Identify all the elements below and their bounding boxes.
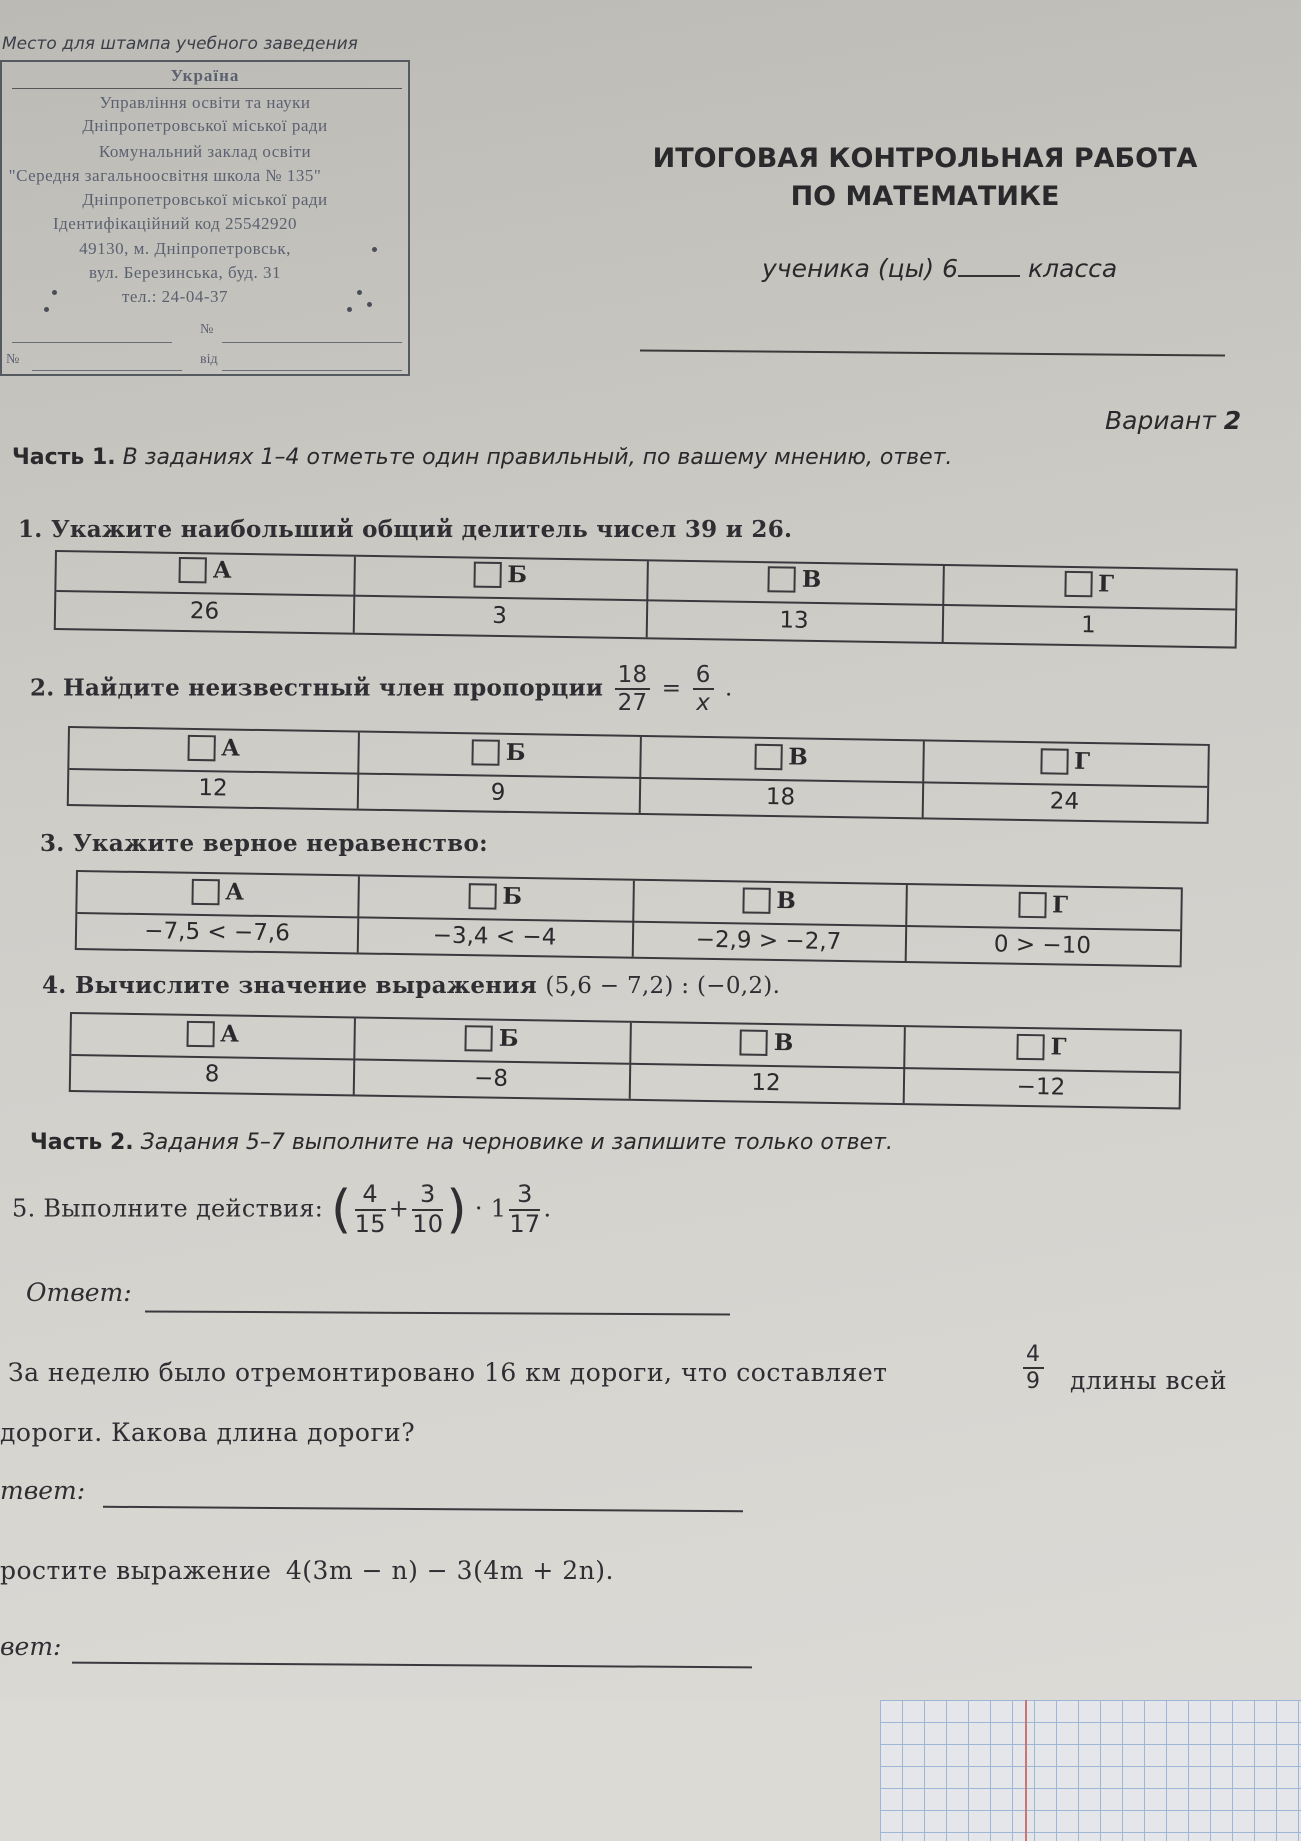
question-6-text-a: За неделю было отремонтировано 16 км дороги, что составляет <box>8 1358 888 1387</box>
question-7-expression: 4(3m − n) − 3(4m + 2n). <box>285 1556 615 1585</box>
fraction <box>693 662 714 717</box>
stamp-number-label-2: № <box>6 352 20 367</box>
denominator: 9 <box>1026 1369 1041 1395</box>
stamp-rule-4 <box>222 370 402 371</box>
checkbox[interactable] <box>186 1020 214 1046</box>
checkbox[interactable] <box>740 1029 768 1055</box>
stamp-rule-3 <box>32 370 182 371</box>
option-value: −2,9 > −2,7 <box>695 926 842 956</box>
question-number: 3. <box>40 830 65 857</box>
denominator: x <box>696 690 711 717</box>
question-6-text-b: длины всей <box>1070 1366 1227 1395</box>
denominator: 15 <box>354 1210 386 1238</box>
option-a[interactable] <box>77 876 357 907</box>
option-value: 0 > −10 <box>993 931 1092 959</box>
option-value: 18 <box>765 783 796 811</box>
question-2 <box>30 662 733 717</box>
part1-label: Часть 1. <box>12 445 116 470</box>
option-value: −12 <box>1016 1073 1066 1101</box>
option-b[interactable] <box>357 880 632 911</box>
stamp-date-rule <box>12 342 172 343</box>
question-5 <box>12 1180 551 1240</box>
checkbox[interactable] <box>1064 570 1092 596</box>
option-a[interactable] <box>69 732 357 764</box>
fraction <box>412 1181 443 1238</box>
numerator: 4 <box>1023 1342 1044 1369</box>
question-text: Вычислите значение выражения <box>74 972 538 999</box>
question-text: Найдите неизвестный член пропорции <box>62 674 604 702</box>
part2-heading <box>30 1130 893 1155</box>
question-text: 5. Выполните действия: <box>12 1194 324 1223</box>
page-title-line-1: ИТОГОВАЯ КОНТРОЛЬНАЯ РАБОТА <box>652 143 1198 174</box>
ink-dot <box>347 307 352 312</box>
ink-dot <box>44 307 49 312</box>
stamp-line-9: тел.: 24-04-37 <box>121 287 228 306</box>
stamp-line-4: "Середня загальноосвітня школа № 135" <box>8 166 322 185</box>
question-4 <box>42 972 780 999</box>
desk-surface <box>0 1700 880 1841</box>
option-letter: Б <box>502 882 523 911</box>
answer-label-7: вет: <box>0 1632 62 1661</box>
question-1 <box>18 516 792 543</box>
fraction <box>509 1181 540 1238</box>
numerator: 3 <box>412 1181 443 1211</box>
stamp-placeholder-text: Место для штампа учебного заведения <box>2 34 358 54</box>
answer-label-6: твет: <box>0 1476 86 1505</box>
question-6-line-2: дороги. Какова длина дороги? <box>0 1418 416 1447</box>
school-stamp <box>0 60 410 376</box>
question-7 <box>0 1556 614 1585</box>
option-v[interactable] <box>646 563 942 595</box>
ink-dot <box>372 247 377 252</box>
option-letter: Г <box>1073 747 1091 776</box>
variant-word: Вариант <box>1105 406 1216 435</box>
option-value: 26 <box>189 598 220 625</box>
answer-label-5: Ответ: <box>26 1278 132 1307</box>
option-a[interactable] <box>71 1018 353 1049</box>
option-letter: В <box>788 743 809 771</box>
option-g[interactable] <box>922 745 1207 776</box>
question-6-fraction <box>1020 1342 1047 1395</box>
option-letter: В <box>773 1029 794 1057</box>
option-letter: Б <box>507 561 528 589</box>
stamp-line-2: Дніпропетровської міської ради <box>82 116 328 135</box>
option-value: −7,5 < −7,6 <box>144 918 291 947</box>
denominator: 17 <box>509 1210 541 1238</box>
stamp-divider <box>12 88 402 89</box>
denominator: 27 <box>617 690 648 717</box>
pupil-suffix: класса <box>1027 254 1118 283</box>
stamp-number-rule <box>222 342 402 343</box>
stamp-line-8: вул. Березинська, буд. 31 <box>88 263 282 282</box>
option-letter: В <box>776 887 797 915</box>
option-letter: А <box>220 1020 240 1048</box>
option-g[interactable] <box>905 889 1180 920</box>
question-7-text: ростите выражение <box>0 1556 272 1585</box>
stamp-line-7: 49130, м. Дніпропетровськ, <box>79 239 291 258</box>
question-6-line-1 <box>8 1358 887 1387</box>
stamp-line-6: Ідентифікаційний код 25542920 <box>52 214 298 233</box>
option-value: 13 <box>779 607 809 634</box>
open-paren: ( <box>331 1180 352 1240</box>
question-text: Укажите наибольший общий делитель чисел 39 и 26. <box>50 516 793 543</box>
stamp-country: Україна <box>170 66 240 85</box>
checkbox[interactable] <box>179 556 207 582</box>
option-v[interactable] <box>632 885 905 916</box>
numerator: 6 <box>693 662 714 690</box>
stamp-line-3: Комунальний заклад освіти <box>98 142 312 161</box>
checkbox[interactable] <box>473 561 501 587</box>
part2-label: Часть 2. <box>30 1130 134 1155</box>
checkbox[interactable] <box>191 878 219 904</box>
numerator: 3 <box>509 1181 540 1211</box>
checkbox[interactable] <box>1018 891 1046 917</box>
checkbox[interactable] <box>754 743 782 769</box>
checkbox[interactable] <box>468 883 496 909</box>
option-b[interactable] <box>353 1022 629 1053</box>
option-value: 8 <box>204 1061 220 1088</box>
variant-label <box>1105 406 1241 435</box>
checkbox[interactable] <box>768 566 796 592</box>
checkbox[interactable] <box>1040 748 1068 774</box>
pupil-prefix: ученика (цы) 6 <box>762 254 959 283</box>
stamp-from-label: від <box>200 352 218 367</box>
option-value: −3,4 < −4 <box>432 922 557 951</box>
period: . <box>543 1194 552 1223</box>
checkbox[interactable] <box>187 734 215 760</box>
option-value: −8 <box>473 1065 509 1092</box>
grid-notebook-corner <box>880 1700 1301 1841</box>
option-letter: А <box>221 734 241 762</box>
part1-heading <box>12 445 952 470</box>
question-text: Укажите верное неравенство: <box>72 830 488 857</box>
numerator: 18 <box>615 662 651 690</box>
stamp-line-5: Дніпропетровської міської ради <box>82 190 328 209</box>
stamp-line-1: Управління освіти та науки <box>99 93 311 112</box>
period: . <box>724 675 733 702</box>
whole-part: 1 <box>490 1194 507 1223</box>
checkbox[interactable] <box>465 1025 493 1051</box>
ink-dot <box>367 302 372 307</box>
class-letter-blank <box>958 275 1020 277</box>
option-b[interactable] <box>357 737 639 768</box>
option-value: 24 <box>1049 788 1080 815</box>
question-number: 1. <box>18 516 43 543</box>
option-value: 12 <box>198 775 228 802</box>
option-letter: А <box>225 878 245 906</box>
option-g[interactable] <box>942 568 1235 600</box>
expression: (5,6 − 7,2) : (−0,2). <box>545 973 781 999</box>
question-3 <box>40 830 488 857</box>
plus-sign: + <box>388 1194 410 1223</box>
option-b[interactable] <box>353 559 646 591</box>
pupil-class-line <box>762 254 1117 283</box>
option-letter: Б <box>505 738 526 767</box>
multiply-dot: · <box>474 1194 483 1223</box>
question-number: 2. <box>30 674 55 702</box>
option-letter: В <box>801 565 822 594</box>
option-letter: Г <box>1051 891 1069 919</box>
stamp-number-label: № <box>200 322 214 337</box>
option-letter: Г <box>1097 570 1115 598</box>
option-v[interactable] <box>639 741 922 772</box>
option-letter: Г <box>1050 1033 1067 1061</box>
option-v[interactable] <box>629 1027 903 1058</box>
checkbox[interactable] <box>742 887 770 913</box>
part1-instruction: В заданиях 1–4 отметьте один правильный, по вашему мнению, ответ. <box>122 445 953 470</box>
option-letter: Б <box>498 1024 519 1053</box>
numerator: 4 <box>355 1181 386 1211</box>
fraction <box>615 662 651 717</box>
ink-dot <box>357 290 362 295</box>
ink-dot <box>52 290 57 295</box>
close-paren: ) <box>446 1180 467 1240</box>
checkbox[interactable] <box>472 739 500 765</box>
option-a[interactable] <box>57 554 354 586</box>
denominator: 10 <box>412 1210 444 1238</box>
question-number: 4. <box>42 972 67 999</box>
fraction <box>1023 1342 1044 1395</box>
fraction <box>355 1181 386 1238</box>
option-letter: А <box>212 556 232 584</box>
option-g[interactable] <box>903 1031 1179 1062</box>
option-value: 3 <box>491 602 508 630</box>
page-title-line-2: ПО МАТЕМАТИКЕ <box>790 181 1060 212</box>
notebook-margin-line <box>1025 1700 1027 1841</box>
part2-instruction: Задания 5–7 выполните на черновике и запишите только ответ. <box>140 1130 893 1155</box>
option-value: 1 <box>1080 612 1096 639</box>
checkbox[interactable] <box>1016 1033 1044 1059</box>
equals-sign: = <box>661 675 682 702</box>
variant-number: 2 <box>1223 406 1242 435</box>
option-value: 9 <box>490 779 506 806</box>
option-value: 12 <box>751 1069 781 1097</box>
